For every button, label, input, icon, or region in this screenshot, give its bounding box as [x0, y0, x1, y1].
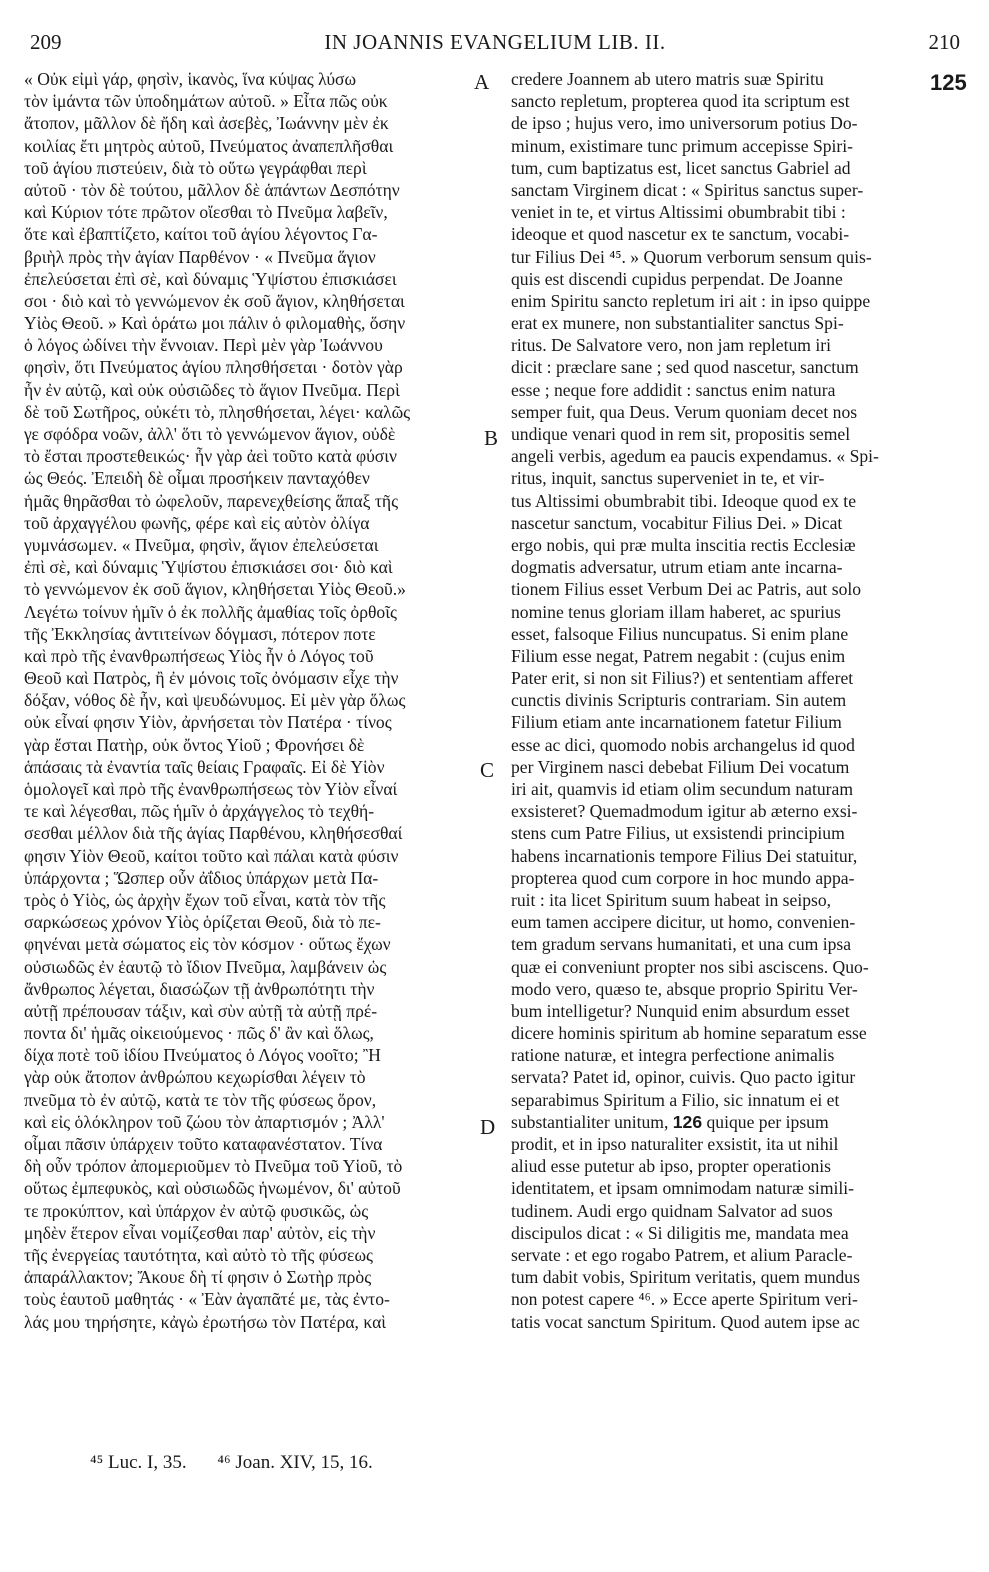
latin-text-line: dicit : præclare sane ; sed quod nascetur, sanctum — [511, 357, 859, 378]
latin-text-column — [511, 68, 976, 1333]
footnotes — [90, 1452, 399, 1474]
greek-text-line: ὡς Θεός. Ἐπειδὴ δὲ οἶμαι προσήκειν πανταχόθεν — [24, 468, 370, 489]
greek-text-column — [24, 68, 480, 1333]
greek-text-line: ποντα δι' ἡμᾶς οἰκειούμενος · πῶς δ' ἂν καὶ ὅλως, — [24, 1023, 374, 1044]
latin-text-line: enim Spiritu sancto repletum iri ait : in ipso quippe — [511, 290, 871, 311]
latin-text-line: dogmatis adversatur, utrum etiam ante incarna- — [511, 557, 843, 578]
latin-text-line: ratione naturæ, et integra perfectione animalis — [511, 1045, 835, 1066]
original-page-number: 125 — [930, 70, 967, 95]
latin-text-line: stens cum Patre Filius, ut exsistendi principium — [511, 823, 845, 844]
greek-text-line: τῆς ἐνεργείας ταυτότητα, καὶ αὐτὸ τὸ τῆς φύσεως — [24, 1244, 373, 1265]
latin-text-line: tionem Filius esset Verbum Dei ac Patris, aut solo — [511, 579, 862, 600]
greek-text-line: Υἱὸς Θεοῦ. » Καὶ ὁράτω μοι πάλιν ὁ φιλομαθὴς, ὅσην — [24, 313, 406, 334]
greek-text-line: δὴ οὖν τρόπον ἀπομεριοῦμεν τὸ Πνεῦμα τοῦ Υἱοῦ, τὸ — [24, 1156, 403, 1177]
greek-text-line: λάς μου τηρήσητε, κἀγὼ ἐρωτήσω τὸν Πατέρα, καὶ — [24, 1311, 387, 1332]
greek-text-line: τε προκύπτον, καὶ ὑπάρχον ἐν αὐτῷ φυσικῶς, ὡς — [24, 1200, 369, 1221]
greek-text-line: τοῦ ἁγίου πιστεύειν, διὰ τὸ οὕτω γεγράφθαι περὶ — [24, 157, 367, 178]
latin-text-line: dicere hominis spiritum ab homine separatum esse — [511, 1023, 867, 1044]
latin-text-line: non potest capere ⁴⁶. » Ecce aperte Spiritum veri- — [511, 1289, 858, 1310]
greek-text-line: γυμνάσωμεν. « Πνεῦμα, φησὶν, ἅγιον ἐπελεύσεται — [24, 534, 379, 555]
latin-text-line: ergo nobis, qui præ multa inscitia rectis Ecclesiæ — [511, 534, 856, 555]
latin-text-line: esse ; neque fore addidit : sanctus enim natura — [511, 379, 836, 400]
greek-text-line: αὐτοῦ · τὸν δὲ τούτου, μᾶλλον δὲ ἁπάντων Δεσπότην — [24, 179, 400, 200]
greek-text-line: ὅτε καὶ ἐβαπτίζετο, καίτοι τοῦ ἁγίου λέγοντος Γα- — [24, 224, 378, 245]
greek-text-line: Λεγέτω τοίνυν ἡμῖν ὁ ἐκ πολλῆς ἀμαθίας τοῖς ὀρθοῖς — [24, 601, 397, 622]
greek-text-line: καὶ Κύριον τότε πρῶτον οἴεσθαι τὸ Πνεῦμα λαβεῖν, — [24, 202, 388, 223]
greek-text-line: καὶ εἰς ὁλόκληρον τοῦ ζώου τὸν ἀπαρτισμόν ; Ἀλλ' — [24, 1111, 385, 1132]
greek-text-line: Θεοῦ καὶ Πατρὸς, ἢ ἐν μόνοις τοῖς ὀνόμασιν εἶχε τὴν — [24, 668, 399, 689]
greek-text-line: ἐπὶ σὲ, καὶ δύναμις Ὑψίστου ἐπισκιάσει σοι· διὸ καὶ — [24, 557, 393, 578]
margin-marker: C — [480, 758, 495, 782]
latin-text-line: habens incarnationis tempore Filius Dei statuitur, — [511, 845, 858, 866]
greek-text-line: πνεῦμα τὸ ἐν αὐτῷ, κατὰ τε τὸν τῆς φύσεως ὅρον, — [24, 1089, 377, 1110]
original-page-number: 126 — [672, 1111, 703, 1132]
latin-text-line: ruit : ita licet Spiritum suum habeat in seipso, — [511, 889, 832, 910]
latin-text-line: sanctam Virginem dicat : « Spiritus sanctus super- — [511, 179, 864, 200]
greek-text-line: σεσθαι μέλλον διὰ τῆς ἁγίας Παρθένου, κληθήσεσθαί — [24, 823, 403, 844]
greek-text-line: δὲ τοῦ Σωτῆρος, οὐκέτι τὸ, πλησθήσεται, λέγει· καλῶς — [24, 401, 411, 422]
greek-text-line: οὕτως ἐμπεφυκὸς, καὶ οὐσιωδῶς ἡνωμένον, δι' αὐτοῦ — [24, 1178, 401, 1199]
latin-text-line: erat ex munere, non substantialiter sanctus Spi- — [511, 313, 844, 334]
greek-text-line: τῆς Ἐκκλησίας ἀντιτείνων δόγμασι, πότερον ποτε — [24, 623, 376, 644]
greek-text-line: κοιλίας ἔτι μητρὸς αὐτοῦ, Πνεύματος ἀναπεπλῆσθαι — [24, 135, 394, 156]
latin-text-line: tudinem. Audi ergo quidnam Salvator ad suos — [511, 1200, 833, 1221]
greek-text-line: τὸν ἱμάντα τῶν ὑποδημάτων αὐτοῦ. » Εἶτα πῶς οὐκ — [24, 91, 388, 112]
page-number-right: 210 — [928, 30, 960, 54]
latin-text-line: exsisteret? Quemadmodum igitur ab æterno exsi- — [511, 801, 858, 822]
greek-text-line: γὰρ ἔσται Πατὴρ, οὐκ ὄντος Υἱοῦ ; Φρονήσει δὲ — [24, 734, 365, 755]
greek-text-line: οὐκ εἶναί φησιν Υἱὸν, ἀρνήσεται τὸν Πατέρα · τίνος — [24, 712, 392, 733]
latin-text-line: tatis vocat sanctum Spiritum. Quod autem ipse ac — [511, 1311, 860, 1332]
latin-text-line: tum, cum baptizatus est, licet sanctus Gabriel ad — [511, 157, 851, 178]
greek-text-line: σοι · διὸ καὶ τὸ γεννώμενον ἐκ σοῦ ἅγιον, κληθήσεται — [24, 290, 405, 311]
margin-marker: B — [484, 426, 499, 450]
latin-text-line: esse ac dici, quomodo nobis archangelus id quod — [511, 734, 855, 755]
greek-text-line: γὰρ οὐκ ἄτοπον ἀνθρώπου κεχωρίσθαι λέγειν τὸ — [24, 1067, 366, 1088]
running-header — [30, 30, 960, 64]
latin-text-line: ritus, inquit, sanctus superveniet in te, et vir- — [511, 468, 825, 489]
latin-text-line: nomine tenus gloriam illam haberet, ac spurius — [511, 601, 841, 622]
footnote: ⁴⁵ Luc. I, 35. — [90, 1452, 187, 1473]
latin-text-line: ritus. De Salvatore vero, non jam repletum iri — [511, 335, 832, 356]
latin-text-line: discipulos dicat : « Si diligitis me, mandata mea — [511, 1222, 849, 1243]
latin-text-line: sancto repletum, propterea quod ita scriptum est — [511, 91, 850, 112]
latin-text-line: eum tamen accipere dicitur, ut homo, convenien- — [511, 912, 856, 933]
margin-marker: A — [474, 70, 490, 94]
greek-text-line: τε καὶ λέγεσθαι, πῶς ἡμῖν ὁ ἀρχάγγελος τὸ τεχθή- — [24, 801, 375, 822]
latin-text-line: veniet in te, et virtus Altissimi obumbrabit tibi : — [511, 202, 846, 223]
greek-text-line: ἐπελεύσεται ἐπὶ σὲ, καὶ δύναμις Ὑψίστου ἐπισκιάσει — [24, 268, 397, 289]
latin-text-line: angeli verbis, agedum ea paucis expendamus. « Spi- — [511, 446, 879, 467]
greek-text-line: οἶμαι πᾶσιν ὑπάρχειν τοῦτο καταφανέστατον. Τίνα — [24, 1134, 383, 1154]
latin-text-line: prodit, et in ipso naturaliter exsistit, ita ut nihil — [511, 1134, 839, 1154]
latin-text-line: servate : et ego rogabo Patrem, et alium Paracle- — [511, 1244, 853, 1265]
greek-text-line: δίχα ποτὲ τοῦ ἰδίου Πνεύματος ὁ Λόγος νοοῖτο; Ἢ — [24, 1045, 381, 1066]
latin-text-line: bum intelligetur? Nunquid enim absurdum esset — [511, 1000, 850, 1021]
latin-text-line: cunctis divinis Scripturis contrariam. Sin autem — [511, 690, 847, 711]
latin-text-line: tum dabit vobis, Spiritum veritatis, quem mundus — [511, 1267, 860, 1288]
greek-text-line: αὐτῇ πρέπουσαν τάξιν, καὶ σὺν αὐτῇ τὰ αὐτῇ πρέ- — [24, 1000, 378, 1021]
greek-text-line: ὁ λόγος ὠδίνει τὴν ἔννοιαν. Περὶ μὲν γὰρ Ἰωάννου — [24, 335, 383, 356]
greek-text-line: ἡμᾶς θηρᾶσθαι τὸ ὠφελοῦν, παρενεχθείσης ἅπαξ τῆς — [24, 490, 399, 511]
page-number-left: 209 — [30, 30, 62, 54]
greek-text-line: φηνέναι μετὰ σώματος εἰς τὸν κόσμον · οὕτως ἔχων — [24, 934, 391, 955]
greek-text-line: δόξαν, νόθος δὲ ἦν, καὶ ψευδώνυμος. Εἰ μὲν γὰρ ὅλως — [24, 690, 406, 711]
greek-text-line: τρὸς ὁ Υἱὸς, ὡς ἀρχὴν ἔχων τοῦ εἶναι, κατὰ τὸν τῆς — [24, 889, 386, 910]
latin-text-line: undique venari quod in rem sit, propositis semel — [511, 424, 851, 444]
latin-text-line: semper fuit, qua Deus. Verum quoniam decet nos — [511, 401, 858, 422]
greek-text-line: ἀπαράλλακτον; Ἄκουε δὴ τί φησιν ὁ Σωτὴρ πρὸς — [24, 1267, 372, 1288]
latin-text-line: identitatem, et ipsam omnimodam naturæ simili- — [511, 1178, 855, 1199]
greek-text-line: τὸ ἔσται προστεθεικώς· ἦν γὰρ ἀεὶ τοῦτο κατὰ φύσιν — [24, 446, 397, 467]
latin-text-line: Pater erit, si non sit Filius?) et sententiam afferet — [511, 668, 854, 689]
greek-text-line: σαρκώσεως χρόνον Υἱὸς ὁρίζεται Θεοῦ, διὰ τὸ πε- — [24, 912, 381, 933]
latin-text-line: tus Altissimi obumbrabit tibi. Ideoque quod ex te — [511, 490, 857, 511]
latin-text-line: modo vero, quæso te, absque proprio Spiritu Ver- — [511, 978, 858, 999]
greek-text-line: τὸ γεννώμενον ἐκ σοῦ ἅγιον, κληθήσεται Υἱὸς Θεοῦ.» — [24, 579, 406, 600]
greek-text-line: ὑπάρχοντα ; Ὥσπερ οὖν ἀΐδιος ὑπάρχων μετὰ Πα- — [24, 867, 379, 888]
latin-text-line: tur Filius Dei ⁴⁵. » Quorum verborum sensum quis- — [511, 246, 872, 267]
latin-text-line: Filium esse negat, Patrem negabit : (cujus enim — [511, 645, 846, 666]
latin-text-line: per Virginem nasci debebat Filium Dei vocatum — [511, 756, 850, 777]
greek-text-line: γε σφόδρα νοῶν, ἀλλ' ὅτι τὸ γεννώμενον ἅγιον, οὐδὲ — [24, 424, 396, 444]
greek-text-line: μηδὲν ἕτερον εἶναι νομίζεσθαι παρ' αὐτὸν, εἰς τὴν — [24, 1222, 376, 1243]
margin-marker: D — [480, 1115, 496, 1139]
latin-text-line: tem gradum servans humanitati, et una cum ipsa — [511, 934, 852, 955]
greek-text-line: τοὺς ἑαυτοῦ μαθητάς · « Ἐὰν ἀγαπᾶτέ με, τὰς ἐντο- — [24, 1289, 390, 1310]
latin-text-line: nascetur sanctum, vocabitur Filius Dei. » Dicat — [511, 512, 843, 533]
greek-text-line: φησὶν, ὅτι Πνεύματος ἁγίου πλησθήσεται · δοτὸν γὰρ — [24, 357, 403, 378]
latin-text-line: minum, existimare tunc primum accepisse Spiri- — [511, 135, 854, 156]
running-title: IN JOANNIS EVANGELIUM LIB. II. — [324, 30, 666, 54]
greek-text-line: ὁμολογεῖ καὶ πρὸ τῆς ἐνανθρωπήσεως τὸν Υἱὸν εἶναί — [24, 779, 398, 799]
latin-text-line: ideoque et quod nascetur ex te sanctum, vocabi- — [511, 224, 850, 245]
greek-text-line: οὐσιωδῶς ἐν ἑαυτῷ τὸ ἴδιον Πνεῦμα, λαμβάνειν ὡς — [24, 956, 387, 977]
greek-text-line: τοῦ ἀρχαγγέλου φωνῆς, φέρε καὶ εἰς αὐτὸν ὀλίγα — [24, 512, 370, 533]
greek-text-line: ἄνθρωπος λέγεται, διασώζων τῇ ἀνθρωπότητι τὴν — [24, 978, 375, 999]
greek-text-line: ἁπάσαις τὰ ἐναντία ταῖς θείαις Γραφαῖς. Εἰ δὲ Υἱὸν — [24, 756, 385, 777]
greek-text-line: φησιν Υἱὸν Θεοῦ, καίτοι τοῦτο καὶ πάλαι κατὰ φύσιν — [24, 845, 399, 866]
greek-text-line: « Οὐκ εἰμὶ γάρ, φησὶν, ἱκανὸς, ἵνα κύψας λύσω — [24, 69, 357, 89]
greek-text-line: ἄτοπον, μᾶλλον δὲ ἤδη καὶ ἀσεβὲς, Ἰωάννην μὲν ἐκ — [24, 113, 389, 134]
latin-text-line: propterea quod cum corpore in hoc mundo appa- — [511, 867, 855, 888]
greek-text-line: βριὴλ πρὸς τὴν ἁγίαν Παρθένον · « Πνεῦμα ἅγιον — [24, 246, 376, 267]
latin-text-line: Filium etiam ante incarnationem fatetur Filium — [511, 712, 842, 733]
latin-text-line: iri ait, quamvis id etiam olim secundum naturam — [511, 779, 854, 799]
latin-text-line: quæ ei conveniunt propter nos sibi asciscens. Quo- — [511, 956, 869, 977]
greek-text-line: ἦν ἐν αὐτῷ, καὶ οὐκ οὐσιῶδες τὸ ἅγιον Πνεῦμα. Περὶ — [24, 379, 400, 400]
latin-text-line: de ipso ; hujus vero, imo universorum potius Do- — [511, 113, 858, 134]
latin-text-line: servata? Patet id, opinor, cuivis. Quo pacto igitur — [511, 1067, 856, 1088]
latin-text-line: aliud esse putetur ab ipso, propter operationis — [511, 1156, 832, 1177]
latin-text-line: esset, falsoque Filius nuncupatus. Si enim plane — [511, 623, 849, 644]
greek-text-line: καὶ πρὸ τῆς ἐνανθρωπήσεως Υἱὸς ἦν ὁ Λόγος τοῦ — [24, 645, 374, 666]
footnote: ⁴⁶ Joan. XIV, 15, 16. — [217, 1452, 373, 1473]
latin-text-line: separabimus Spiritum a Filio, sic innatum ei et — [511, 1089, 840, 1110]
latin-text-line: substantialiter unitum, 126 quique per ipsum — [511, 1111, 829, 1132]
latin-text-line: quis est discendi cupidus perpendat. De Joanne — [511, 268, 843, 289]
latin-text-line: credere Joannem ab utero matris suæ Spiritu — [511, 69, 824, 89]
